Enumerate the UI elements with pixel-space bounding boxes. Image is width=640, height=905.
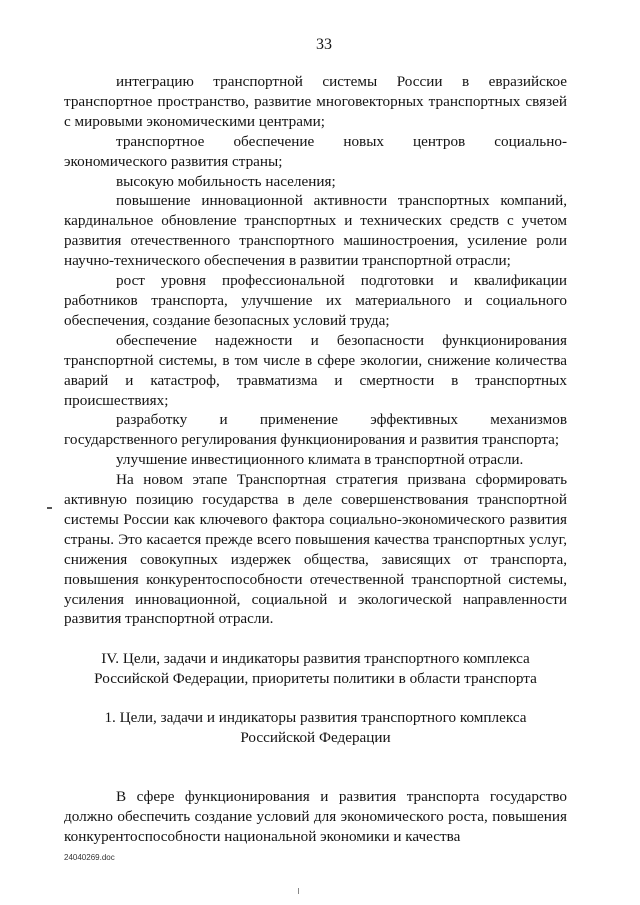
paragraph-state-role: В сфере функционирования и развития транспорта государство должно обеспечить создание условий для экономического роста, повышения конкурентоспособности национальной экономики и качества [64,788,567,845]
paragraph-qualification: рост уровня профессиональной подготовки и квалификации работников транспорта, улучшение их материального и социального обеспечения, создание безопасных условий труда; [64,272,567,329]
footer-filename: 24040269.doc [64,853,115,862]
document-body [64,72,567,847]
paragraph-innovation: повышение инновационной активности транспортных компаний, кардинальное обновление транспортных и технических средств с учетом развития отечественного транспортного машиностроения, усиление роли научно-технического обеспечения в развитии транспортной отрасли; [64,192,567,270]
bottom-tick-mark [298,888,299,894]
subsection-heading [64,708,567,748]
section-heading [64,649,567,689]
paragraph-eurasian-integration: интеграцию транспортной системы России в евразийское транспортное пространство, развитие многовекторных транспортных связей с мировыми экономическими центрами; [64,73,567,130]
paragraph-investment: улучшение инвестиционного климата в транспортной отрасли. [116,451,524,469]
subsection-heading-line-2: Российской Федерации [240,729,391,747]
margin-mark [47,507,52,509]
section-heading-line-2: Российской Федерации, приоритеты политики в области транспорта [94,670,537,688]
paragraph-mobility: высокую мобильность населения; [116,172,336,190]
page-number: 33 [316,36,332,53]
paragraph-regulation: разработку и применение эффективных механизмов государственного регулирования функционирования и развития транспорта; [64,411,567,449]
paragraph-strategy: На новом этапе Транспортная стратегия призвана сформировать активную позицию государства в деле совершенствования транспортной системы России как ключевого фактора социально-экономического развития страны. Это касается прежде всего повышения качества транспортных услуг, снижения совокупных издержек общества, зависящих от транспорта, повышения конкурентоспособности отечественной транспортной системы, усиления инновационной, социальной и экологической направленности развития транспортной отрасли. [64,471,567,628]
paragraph-new-centers: транспортное обеспечение новых центров социально-экономического развития страны; [64,132,567,170]
section-heading-line-1: IV. Цели, задачи и индикаторы развития транспортного комплекса [101,650,530,668]
subsection-heading-line-1: 1. Цели, задачи и индикаторы развития транспортного комплекса [104,709,527,727]
paragraph-safety: обеспечение надежности и безопасности функционирования транспортной системы, в том числе в сфере экологии, снижение количества аварий и катастроф, травматизма и смертности в транспортных происшествиях; [64,331,567,409]
